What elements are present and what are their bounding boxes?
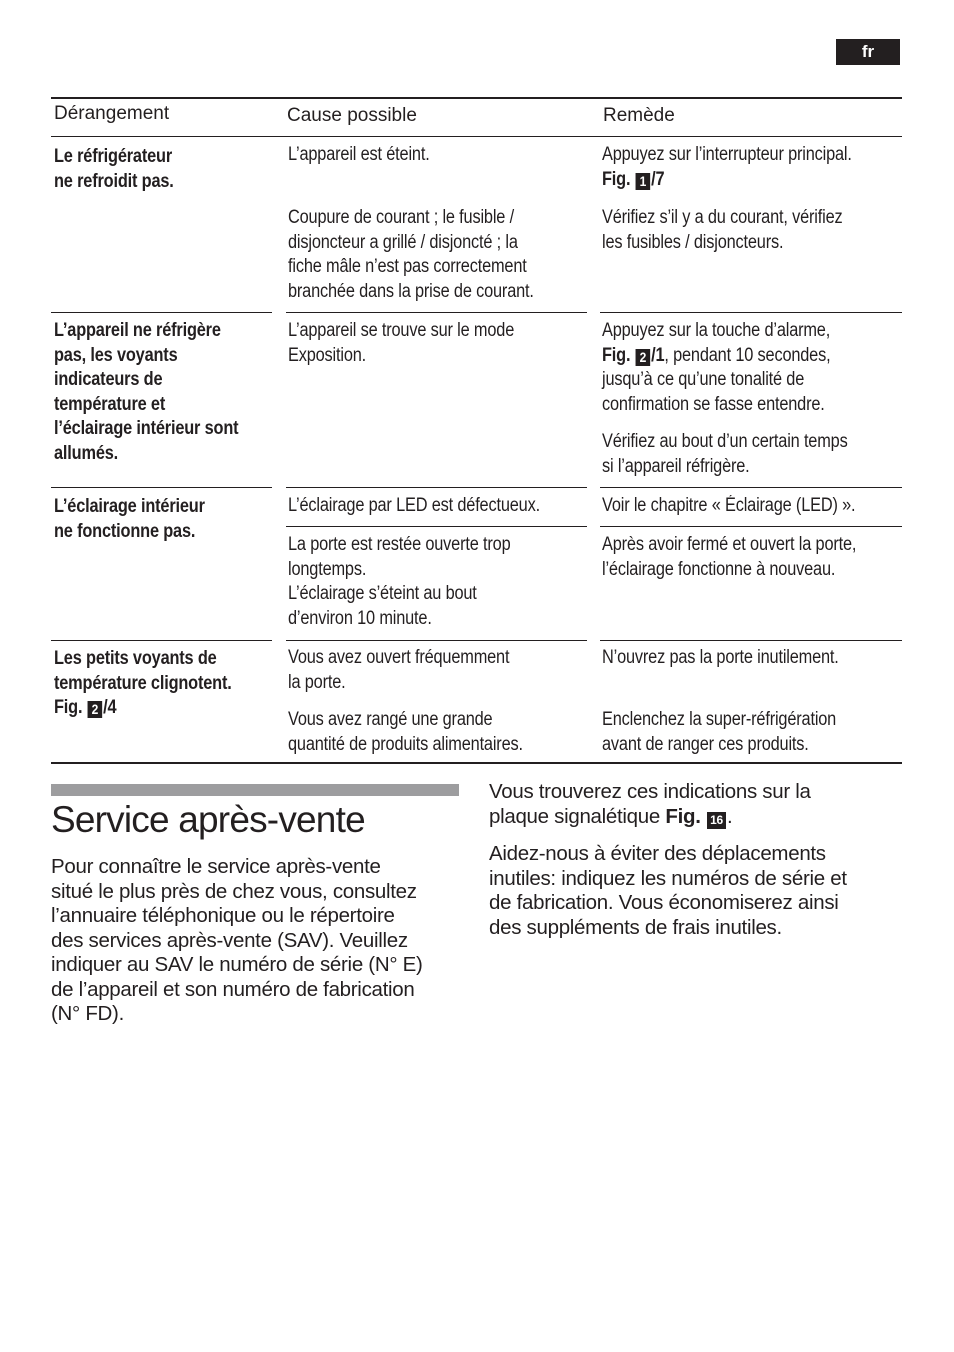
fig-label: Fig. [602,168,635,190]
row2-symptom [54,319,238,466]
fig-label: Fig. [602,344,635,366]
row2-cause1-line: Exposition. [288,344,367,366]
row4-symptom-line: température clignotent. [54,672,232,694]
row2-symptom-line: L’appareil ne réfrigère [54,320,221,341]
row2-remedy1-fig-line [602,344,830,369]
header-cause: Cause possible [287,105,417,126]
table-top-rule [51,97,902,99]
fig-label: Fig. [54,697,87,718]
row4-cause2-line: Vous avez rangé une grande [288,709,493,730]
fig-suffix: /7 [651,168,665,190]
header-remede: Remède [603,105,675,126]
section-bar [51,784,459,796]
row1-remedy2-line: Vérifiez s’il y a du courant, vérifiez [602,207,843,228]
row1-remedy2 [602,206,842,255]
paragraph-line: des suppléments de frais inutiles. [489,915,782,939]
row2-rule-remedy [600,487,902,488]
row2-cause1 [288,319,514,368]
row4-cause1-line: Vous avez ouvert fréquemment [288,647,510,668]
paragraph-line: Vous trouverez ces indications sur la [489,780,811,803]
fig-label: Fig. [665,804,701,828]
row4-remedy2-line: avant de ranger ces produits. [602,733,809,755]
header-derangement: Dérangement [54,103,170,124]
row3-cause2-line: La porte est restée ouverte trop [288,534,511,555]
row3-cause1 [288,494,540,519]
paragraph-line: Aidez-nous à éviter des déplacements [489,842,826,865]
row3-cause2-line: longtemps. [288,558,367,580]
row4-cause2 [288,708,523,757]
row2-symptom-line: pas, les voyants [54,344,178,366]
paragraph-line: Pour connaître le service après-vente [51,855,381,878]
fig-suffix: /1 [651,344,665,366]
row2-symptom-line: indicateurs de [54,369,163,390]
row2-remedy2-line: Vérifiez au bout d’un certain temps [602,431,848,452]
table-bottom-rule [51,762,902,764]
row1-cause2-line: branchée dans la prise de courant. [288,280,534,302]
fig-number-badge: 1 [636,173,651,190]
service-right-paragraph-1 [489,780,811,829]
row3-cause2 [288,533,510,631]
row4-cause2-line: quantité de produits alimentaires. [288,733,523,755]
row2-cause1-line: L’appareil se trouve sur le mode [288,320,515,341]
paragraph-line: de fabrication. Vous économiserez ainsi [489,891,839,914]
row3-symptom-line: L’éclairage intérieur [54,496,205,517]
row2-rule-cause [286,487,587,488]
row1-rule-symptom [51,312,272,313]
row2-rule-symptom [51,487,272,488]
row3-symptom [54,495,205,544]
row1-symptom-line: ne refroidit pas. [54,170,174,192]
row1-cause2-line: disjoncteur a grillé / disjoncté ; la [288,231,518,253]
row1-remedy1-line: Appuyez sur l’interrupteur principal. [602,144,852,165]
row4-symptom-line: Les petits voyants de [54,648,217,669]
row1-cause1 [288,143,430,168]
paragraph-text: . [727,804,733,828]
paragraph-line: des services après-vente (SAV). Veuillez [51,928,408,952]
row2-remedy1-rest: , pendant 10 secondes, [664,344,831,366]
paragraph-line: (N° FD). [51,1002,124,1025]
row1-cause2-line: fiche mâle n’est pas correctement [288,256,527,277]
row2-remedy1 [602,319,830,417]
section-title: Service après-vente [51,799,365,840]
row3-remedy1 [602,494,855,519]
paragraph-line: situé le plus près de chez vous, consultez [51,879,417,903]
fig-suffix: /4 [103,697,117,718]
paragraph-line-with-fig [489,805,811,830]
row2-symptom-line: l’éclairage intérieur sont [54,418,239,439]
row4-cause1-line: la porte. [288,671,346,693]
paragraph-line: l’annuaire téléphonique ou le répertoire [51,904,395,927]
row2-remedy1-line: Appuyez sur la touche d’alarme, [602,320,831,341]
row1-cause1-line: L’appareil est éteint. [288,144,430,165]
row1-rule-cause [286,312,587,313]
row2-remedy1-line: confirmation se fasse entendre. [602,393,825,415]
row1-symptom [54,145,174,194]
row1-remedy2-line: les fusibles / disjoncteurs. [602,231,784,253]
service-right-paragraph-2 [489,842,847,940]
language-badge: fr [836,39,900,65]
row3-remedy2-line: l’éclairage fonctionne à nouveau. [602,558,836,580]
paragraph-text: plaque signalétique [489,804,666,828]
row1-cause2-line: Coupure de courant ; le fusible / [288,207,514,228]
row2-remedy1-line: jusqu’à ce qu’une tonalité de [602,369,805,390]
paragraph-line: de l’appareil et son numéro de fabrication [51,977,415,1001]
row3-inner-rule-remedy [600,526,902,527]
row3-cause1-line: L’éclairage par LED est défectueux. [288,495,540,516]
row3-rule-remedy [600,640,902,641]
row3-remedy1-line: Voir le chapitre « Éclairage (LED) ». [602,495,856,516]
row2-remedy2-line: si l’appareil réfrigère. [602,455,750,477]
row2-symptom-line: température et [54,393,166,415]
fig-number-badge: 2 [88,701,103,718]
row4-symptom [54,647,232,721]
row3-cause2-line: L’éclairage s’éteint au bout [288,583,477,604]
row2-remedy2 [602,430,848,479]
row3-remedy2 [602,533,856,582]
row3-rule-symptom [51,640,272,641]
fig-number-badge: 2 [636,349,651,366]
row4-remedy1 [602,646,839,671]
row4-remedy2 [602,708,836,757]
row1-cause2 [288,206,534,304]
row1-rule-remedy [600,312,902,313]
row4-remedy2-line: Enclenchez la super-réfrigération [602,709,837,730]
row3-symptom-line: ne fonctionne pas. [54,520,196,542]
row3-inner-rule-cause [286,526,587,527]
fig-number-badge: 16 [707,812,726,829]
row4-cause1 [288,646,509,695]
header-bottom-rule [51,136,902,137]
row3-remedy2-line: Après avoir fermé et ouvert la porte, [602,534,857,555]
row4-remedy1-line: N’ouvrez pas la porte inutilement. [602,647,839,668]
row1-remedy1 [602,143,852,192]
row3-rule-cause [286,640,587,641]
row3-cause2-line: d’environ 10 minute. [288,607,432,629]
paragraph-line: inutiles: indiquez les numéros de série et [489,866,847,890]
row4-symptom-fig [54,696,232,721]
row2-symptom-line: allumés. [54,442,119,464]
paragraph-line: indiquer au SAV le numéro de série (N° E) [51,953,423,976]
row1-symptom-line: Le réfrigérateur [54,146,173,167]
row1-remedy1-fig [602,168,852,193]
service-left-paragraph [51,855,423,1027]
